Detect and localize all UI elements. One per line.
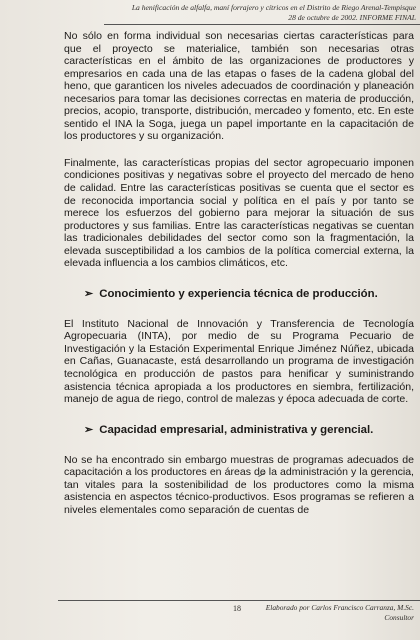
paragraph: No se ha encontrado sin embargo muestras de programas adecuados de capacitación a los productores en áreas de la administración y la gerencia, tan vitales para la sostenibilidad de los productores como la misma asistencia en aspectos técnico-productivos. Esos programas se refieren a niveles elementales como separación de cuentas de xyxy=(64,453,414,516)
running-header xyxy=(106,3,416,22)
paragraph: No sólo en forma individual son necesarias ciertas características para que el proyecto se materialice, también son necesarias otras características en el ámbito de las organizaciones de productores y empresarios en cada una de las etapas o fases de la cadena global del heno, que garanticen los niveles adecuados de coordinación y planeación necesarios para tomar las decisiones correctas en materia de producción, precios, acopio, transporte, distribución, mercadeo y fomento, etc. En este sentido el INA la Soga, juega un papel importante en la capacitación de los productores y su organización. xyxy=(64,30,414,143)
header-title: La henificación de alfalfa, maní forrajero y cítricos en el Distrito de Riego Arenal-Tempisque xyxy=(131,3,416,12)
pen-mark-icon xyxy=(258,472,266,477)
section-heading-text: Capacidad empresarial, administrativa y gerencial. xyxy=(99,423,374,436)
header-rule xyxy=(104,24,420,25)
footer-rule xyxy=(58,600,420,601)
section-heading xyxy=(84,287,414,301)
section-heading-text: Conocimiento y experiencia técnica de producción. xyxy=(99,287,378,300)
paragraph: El Instituto Nacional de Innovación y Transferencia de Tecnología Agropecuaria (INTA), por medio de su Programa Pecuario de Investigación y la Estación Experimental Enrique Jiménez Núñez, ubicada en Cañas, Guanacaste, está desarrollando un programa de investigación tecnológica en producción de pastos para henificar y suministrando asistencia técnica apropiada a los productores en siembra, fertilización, manejo de agua de riego, control de malezas y época adecuada de corte. xyxy=(64,317,414,406)
body-text xyxy=(64,30,414,516)
credit-author: Elaborado por Carlos Francisco Carranza, M.Sc. xyxy=(265,603,414,612)
paragraph: Finalmente, las características propias del sector agropecuario imponen condiciones positivas y negativas sobre el proyecto del mercado de heno de calidad. Entre las características positivas se cuenta que el sector es de reconocida importancia social y política en el país y por tanto se merece los esfuerzos del gobierno para mejorar la situación de sus productores y sus familias. Entre las características negativas se cuentan las tradicionales debilidades del sector como son la fragmentación, la elevada susceptibilidad a los cambios de la política comercial externa, la elevada influencia a los cambios climáticos, etc. xyxy=(64,156,414,270)
arrow-bullet-icon: ➢ xyxy=(84,287,94,300)
arrow-bullet-icon: ➢ xyxy=(84,423,94,436)
credit-role: Consultor xyxy=(384,612,414,622)
page-number: 18 xyxy=(233,604,241,613)
section-heading xyxy=(84,423,414,437)
footer-credit xyxy=(254,603,414,622)
header-date: 28 de octubre de 2002. INFORME FINAL xyxy=(288,12,416,22)
